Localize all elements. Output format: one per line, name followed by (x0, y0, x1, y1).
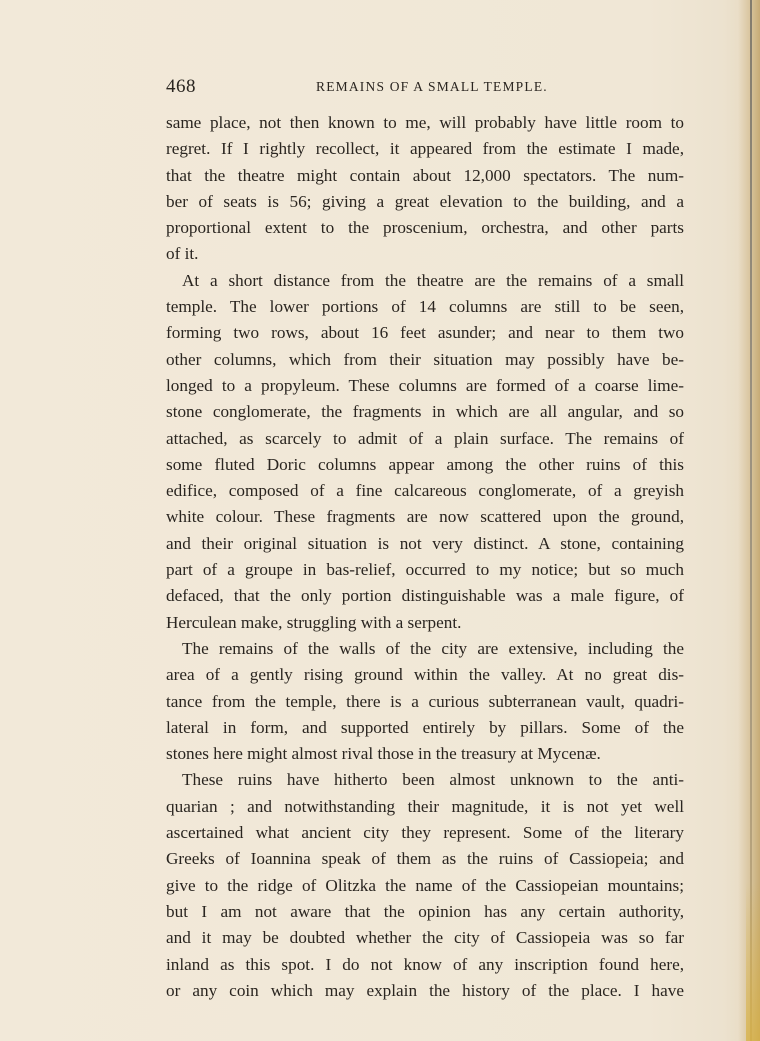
page-header (166, 76, 686, 102)
page-number: 468 (166, 76, 196, 97)
text-line: edifice, composed of a fine calcareous conglomerate, of a greyish (166, 481, 684, 501)
text-line: temple. The lower portions of 14 columns are still to be seen, (166, 297, 684, 317)
text-line: These ruins have hitherto been almost unknown to the anti- (182, 770, 684, 790)
text-line: quarian ; and notwithstanding their magnitude, it is not yet well (166, 796, 684, 816)
text-line: but I am not aware that the opinion has any certain authority, (166, 901, 684, 921)
text-line: give to the ridge of Olitzka the name of the Cassiopeian mountains; (166, 875, 684, 895)
text-line: lateral in form, and supported entirely by pillars. Some of the (166, 717, 684, 737)
text-line: and it may be doubted whether the city of Cassiopeia was so far (166, 928, 684, 948)
text-line: ascertained what ancient city they represent. Some of the literary (166, 823, 684, 843)
text-line: white colour. These fragments are now scattered upon the ground, (166, 507, 684, 527)
running-title: REMAINS OF A SMALL TEMPLE. (316, 79, 548, 94)
text-line: some fluted Doric columns appear among the other ruins of this (166, 454, 684, 474)
text-line: other columns, which from their situation may possibly have be- (166, 349, 684, 369)
text-line: stones here might almost rival those in the treasury at Mycenæ. (166, 744, 601, 764)
text-line: of it. (166, 244, 199, 264)
text-line: Greeks of Ioannina speak of them as the ruins of Cassiopeia; and (166, 849, 684, 869)
text-line: attached, as scarcely to admit of a plain surface. The remains of (166, 428, 684, 448)
text-line: tance from the temple, there is a curious subterranean vault, quadri- (166, 691, 684, 711)
text-line: Herculean make, struggling with a serpent. (166, 612, 462, 632)
text-line: ber of seats is 56; giving a great elevation to the building, and a (166, 191, 684, 211)
text-line: At a short distance from the theatre are the remains of a small (182, 270, 684, 290)
text-line: stone conglomerate, the fragments in which are all angular, and so (166, 402, 684, 422)
text-line: same place, not then known to me, will probably have little room to (166, 113, 684, 132)
text-line: The remains of the walls of the city are extensive, including the (182, 638, 684, 658)
text-line: regret. If I rightly recollect, it appeared from the estimate I made, (166, 139, 684, 159)
text-line: and their original situation is not very distinct. A stone, containing (166, 533, 684, 553)
text-line: that the theatre might contain about 12,000 spectators. The num- (166, 165, 684, 185)
text-line: part of a groupe in bas-relief, occurred to my notice; but so much (166, 560, 684, 580)
text-line: or any coin which may explain the history of the place. I have (166, 980, 684, 1000)
text-line: forming two rows, about 16 feet asunder; and near to them two (166, 323, 684, 343)
body-text (166, 110, 684, 1004)
text-line: area of a gently rising ground within the valley. At no great dis- (166, 665, 684, 685)
text-line: defaced, that the only portion distinguishable was a male figure, of (166, 586, 684, 606)
text-line: inland as this spot. I do not know of any inscription found here, (166, 954, 684, 974)
text-line: proportional extent to the proscenium, orchestra, and other parts (166, 218, 684, 238)
text-line: longed to a propyleum. These columns are formed of a coarse lime- (166, 375, 684, 395)
page-edge-stain (746, 881, 760, 1041)
